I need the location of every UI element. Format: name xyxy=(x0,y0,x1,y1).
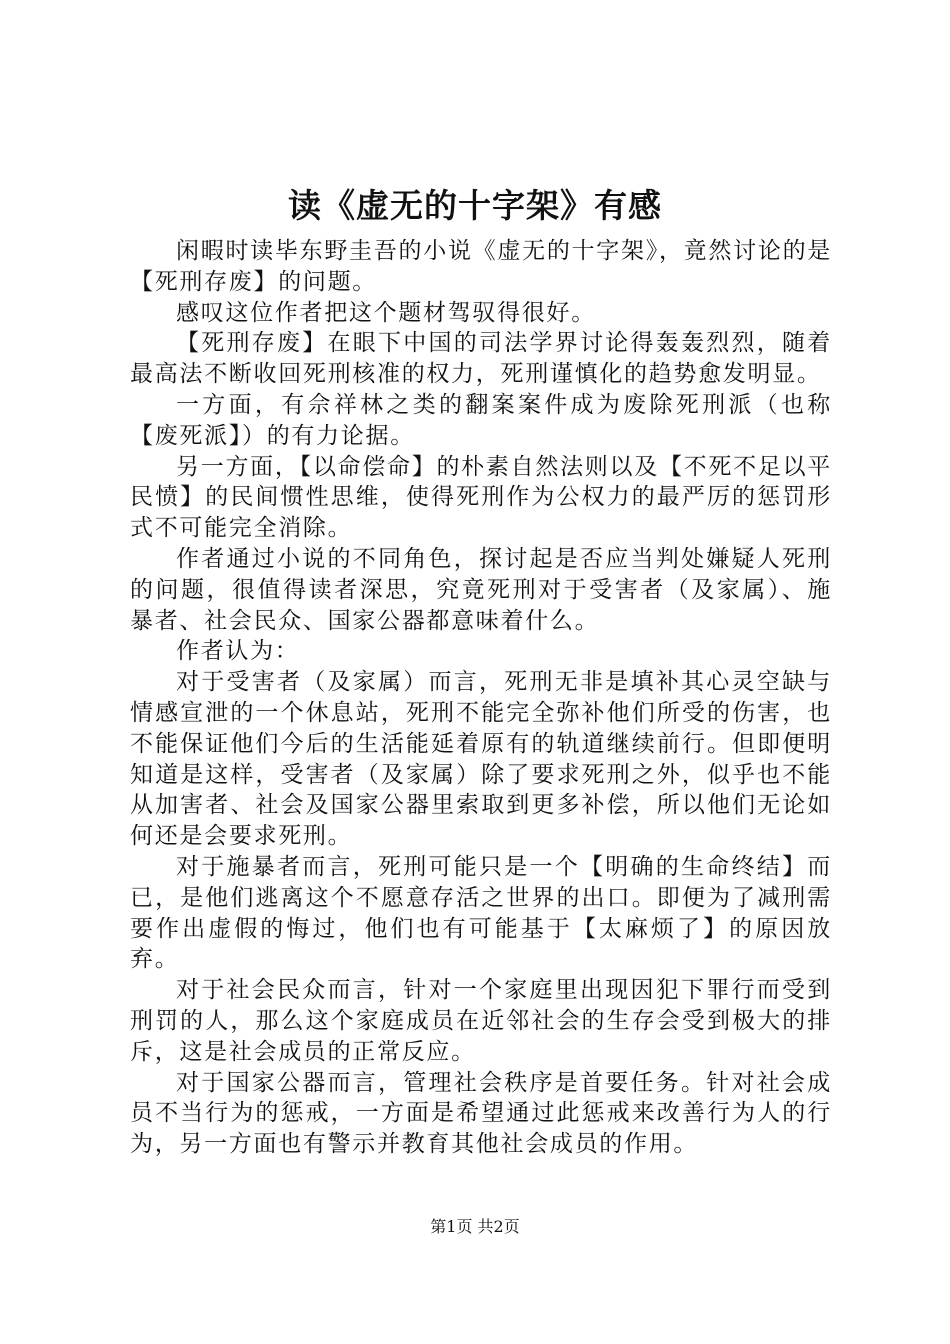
document-title: 读《虚无的十字架》有感 xyxy=(288,186,662,225)
paragraph-one-side: 一方面，有佘祥林之类的翻案案件成为废除死刑派（也称【废死派】）的有力论据。 xyxy=(130,391,832,449)
paragraph-public: 对于社会民众而言，针对一个家庭里出现因犯下罪行而受到刑罚的人，那么这个家庭成员在近邻社会的生存会受到极大的排斥，这是社会成员的正常反应。 xyxy=(130,977,832,1065)
page-number-footer: 第1页 共2页 xyxy=(430,1217,520,1236)
paragraph-author-exploration: 作者通过小说的不同角色，探讨起是否应当判处嫌疑人死刑的问题，很值得读者深思，究竟死刑对于受害者（及家属）、施暴者、社会民众、国家公器都意味着什么。 xyxy=(130,545,832,634)
paragraph-victims: 对于受害者（及家属）而言，死刑无非是填补其心灵空缺与情感宣泄的一个休息站，死刑不能完全弥补他们所受的伤害，也不能保证他们今后的生活能延着原有的轨道继续前行。但即便明知道是这样，受害者（及家属）除了要求死刑之外，似乎也不能从加害者、社会及国家公器里索取到更多补偿，所以他们无论如何还是会要求死刑。 xyxy=(130,669,832,850)
paragraph-state: 对于国家公器而言，管理社会秩序是首要任务。针对社会成员不当行为的惩戒，一方面是希望通过此惩戒来改善行为人的行为，另一方面也有警示并教育其他社会成员的作用。 xyxy=(130,1069,832,1158)
paragraph-debate: 【死刑存废】在眼下中国的司法学界讨论得轰轰烈烈，随着最高法不断收回死刑核准的权力，死刑谨慎化的趋势愈发明显。 xyxy=(130,330,832,388)
paragraph-perpetrators: 对于施暴者而言，死刑可能只是一个【明确的生命终结】而已，是他们逃离这个不愿意存活之世界的出口。即便为了减刑需要作出虚假的悔过，他们也有可能基于【太麻烦了】的原因放弃。 xyxy=(130,853,832,973)
paragraph-author-view: 作者认为： xyxy=(176,638,300,665)
paragraph-praise: 感叹这位作者把这个题材驾驭得很好。 xyxy=(176,299,596,326)
paragraph-other-side: 另一方面，【以命偿命】的朴素自然法则以及【不死不足以平民愤】的民间惯性思维，使得死刑作为公权力的最严厉的惩罚形式不可能完全消除。 xyxy=(130,453,832,542)
paragraph-intro: 闲暇时读毕东野圭吾的小说《虚无的十字架》，竟然讨论的是【死刑存废】的问题。 xyxy=(130,238,832,295)
document-body xyxy=(130,236,832,1160)
